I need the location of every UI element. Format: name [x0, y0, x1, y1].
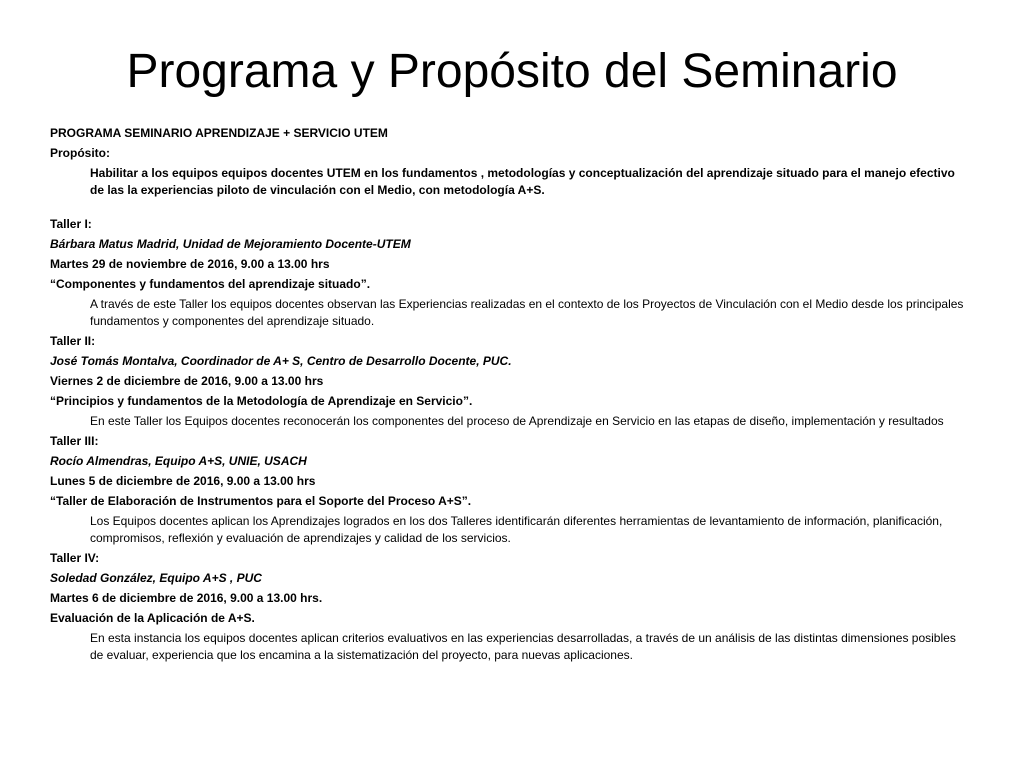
- purpose-label: Propósito:: [50, 146, 110, 160]
- workshop-label: Taller IV:: [50, 551, 100, 565]
- workshop-2: [50, 333, 970, 430]
- workshop-4: [50, 550, 970, 664]
- workshop-date: Martes 29 de noviembre de 2016, 9.00 a 13.00 hrs: [50, 257, 330, 271]
- program-heading: PROGRAMA SEMINARIO APRENDIZAJE + SERVICIO UTEM: [50, 126, 388, 140]
- workshop-date: Martes 6 de diciembre de 2016, 9.00 a 13.00 hrs.: [50, 591, 323, 605]
- workshop-presenter: Rocío Almendras, Equipo A+S, UNIE, USACH: [50, 454, 307, 468]
- workshop-description: A través de este Taller los equipos docentes observan las Experiencias realizadas en el contexto de los Proyectos de Vinculación con el Medio desde los principales fundamentos y componentes del aprendizaje situado.: [90, 297, 964, 328]
- document-body: [50, 125, 970, 667]
- workshop-date: Lunes 5 de diciembre de 2016, 9.00 a 13.00 hrs: [50, 474, 316, 488]
- workshop-label: Taller II:: [50, 334, 96, 348]
- workshop-1: [50, 216, 970, 330]
- workshop-presenter: Bárbara Matus Madrid, Unidad de Mejoramiento Docente-UTEM: [50, 237, 411, 251]
- workshop-description: En esta instancia los equipos docentes aplican criterios evaluativos en las experiencias desarrolladas, a través de un análisis de las distintas dimensiones posibles de evaluar, experiencia que los encamina a la sistematización del proyecto, para nuevas aplicaciones.: [90, 631, 956, 662]
- workshop-label: Taller III:: [50, 434, 99, 448]
- workshop-date: Viernes 2 de diciembre de 2016, 9.00 a 13.00 hrs: [50, 374, 324, 388]
- workshop-topic: “Taller de Elaboración de Instrumentos para el Soporte del Proceso A+S”.: [50, 494, 472, 508]
- workshop-3: [50, 433, 970, 547]
- workshop-description: En este Taller los Equipos docentes reconocerán los componentes del proceso de Aprendizaje en Servicio en las etapas de diseño, implementación y resultados: [90, 414, 944, 428]
- workshop-label: Taller I:: [50, 217, 92, 231]
- workshop-topic: Evaluación de la Aplicación de A+S.: [50, 611, 255, 625]
- purpose-text: Habilitar a los equipos equipos docentes UTEM en los fundamentos , metodologías y conceptualización del aprendizaje situado para el manejo efectivo de las la experiencias piloto de vinculación con el Medio, con metodología A+S.: [90, 166, 955, 197]
- page-title: Programa y Propósito del Seminario: [126, 45, 898, 98]
- workshop-presenter: José Tomás Montalva, Coordinador de A+ S, Centro de Desarrollo Docente, PUC.: [50, 354, 512, 368]
- workshop-presenter: Soledad González, Equipo A+S , PUC: [50, 571, 262, 585]
- workshop-topic: “Componentes y fundamentos del aprendizaje situado”.: [50, 277, 371, 291]
- spacer: [50, 202, 970, 216]
- workshop-topic: “Principios y fundamentos de la Metodología de Aprendizaje en Servicio”.: [50, 394, 473, 408]
- workshop-description: Los Equipos docentes aplican los Aprendizajes logrados en los dos Talleres identificarán diferentes herramientas de levantamiento de información, planificación, compromisos, reflexión y evaluación de aprendizajes y calidad de los servicios.: [90, 514, 943, 545]
